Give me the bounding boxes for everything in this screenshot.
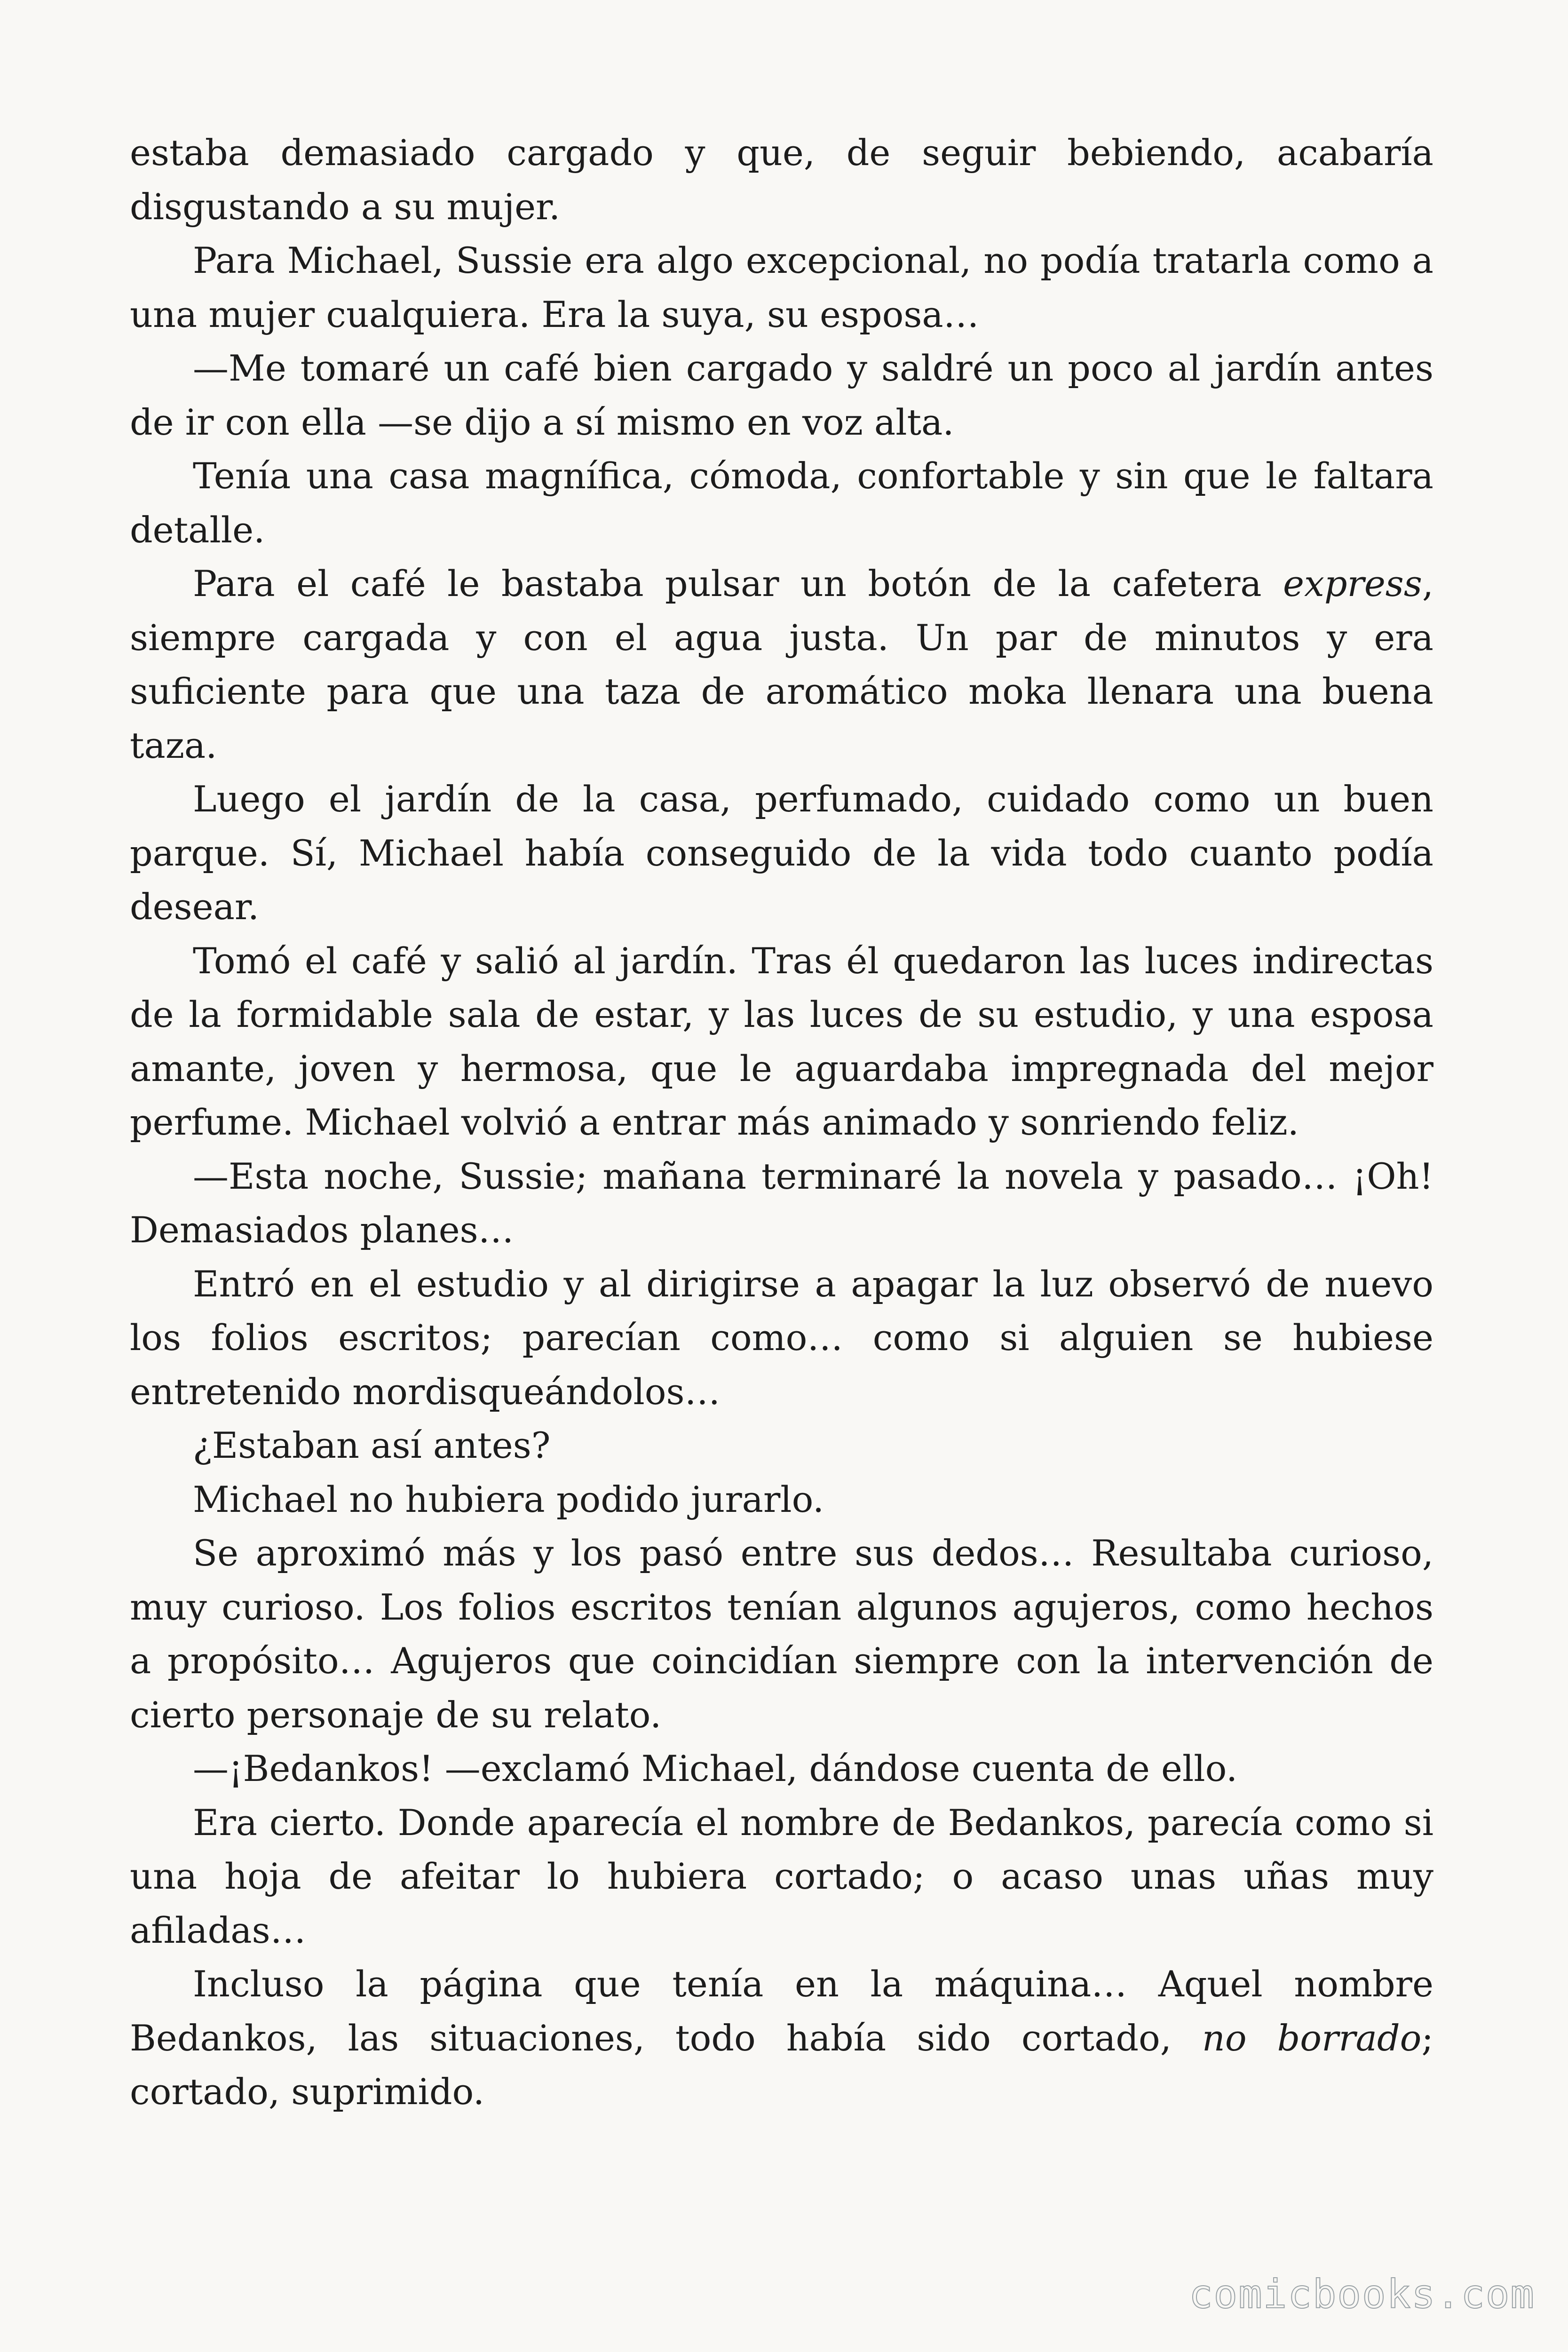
paragraph [130,234,1433,342]
paragraph [130,934,1433,1150]
paragraph-text: estaba demasiado cargado y que, de seguir bebiendo, acabaría disgustando a su mujer. [130,132,1433,228]
paragraph-text: —Me tomaré un café bien cargado y saldré un poco al jardín antes de ir con ella —se dijo a sí mismo en voz alta. [130,347,1433,443]
paragraph [130,1473,1433,1527]
paragraph [130,1742,1433,1796]
paragraph-text: Tomó el café y salió al jardín. Tras él quedaron las luces indirectas de la formidable sala de estar, y las luces de su estudio, y una esposa amante, joven y hermosa, que le aguardaba impregnada del mejor perfume. Michael volvió a entrar más animado y sonriendo feliz. [130,939,1433,1143]
paragraph [130,1526,1433,1742]
paragraph-text: Tenía una casa magnífica, cómoda, confortable y sin que le faltara detalle. [130,455,1433,551]
paragraph-text: Entró en el estudio y al dirigirse a apagar la luz observó de nuevo los folios escritos; parecían como… como si alguien se hubiese entretenido mordisqueándolos… [130,1263,1433,1413]
paragraph [130,126,1433,234]
paragraph [130,342,1433,449]
paragraph-text: , siempre cargada y con el agua justa. Un par de minutos y era suficiente para que una taza de aromático moka llenara una buena taza. [130,563,1433,766]
paragraph-text: Era cierto. Donde aparecía el nombre de Bedankos, parecía como si una hoja de afeitar lo hubiera cortado; o acaso unas uñas muy afiladas… [130,1801,1433,1951]
italic-text: express [1283,563,1422,604]
paragraph [130,1150,1433,1257]
paragraph-text: Luego el jardín de la casa, perfumado, cuidado como un buen parque. Sí, Michael había conseguido de la vida todo cuanto podía desear. [130,778,1433,928]
paragraph-text: Michael no hubiera podido jurarlo. [193,1478,824,1520]
paragraph-text: ; cortado, suprimido. [130,2017,1433,2113]
paragraph-text: Se aproximó más y los pasó entre sus dedos… Resultaba curioso, muy curioso. Los folios escritos tenían algunos agujeros, como hechos a propósito… Agujeros que coincidían siempre con la intervención de cierto personaje de su relato. [130,1532,1433,1736]
paragraph-text: —¡Bedankos! —exclamó Michael, dándose cuenta de ello. [193,1748,1238,1789]
paragraph-text: Para el café le bastaba pulsar un botón de la cafetera [193,563,1283,604]
paragraph-text: Incluso la página que tenía en la máquina… Aquel nombre Bedankos, las situaciones, todo había sido cortado, [130,1963,1433,2059]
italic-text: no borrado [1202,2017,1422,2059]
paragraph [130,772,1433,934]
paragraph-text: Para Michael, Sussie era algo excepcional, no podía tratarla como a una mujer cualquiera. Era la suya, su esposa… [130,239,1433,335]
paragraph [130,557,1433,772]
watermark-logo: comicbooks.com [1188,2271,1535,2317]
paragraph-text: —Esta noche, Sussie; mañana terminaré la novela y pasado… ¡Oh! Demasiados planes… [130,1155,1433,1251]
paragraph [130,1419,1433,1473]
paragraph [130,1796,1433,1958]
paragraph [130,1257,1433,1419]
page-body-text [130,126,1433,2119]
paragraph-text: ¿Estaban así antes? [193,1424,551,1466]
paragraph [130,1957,1433,2119]
paragraph [130,449,1433,557]
